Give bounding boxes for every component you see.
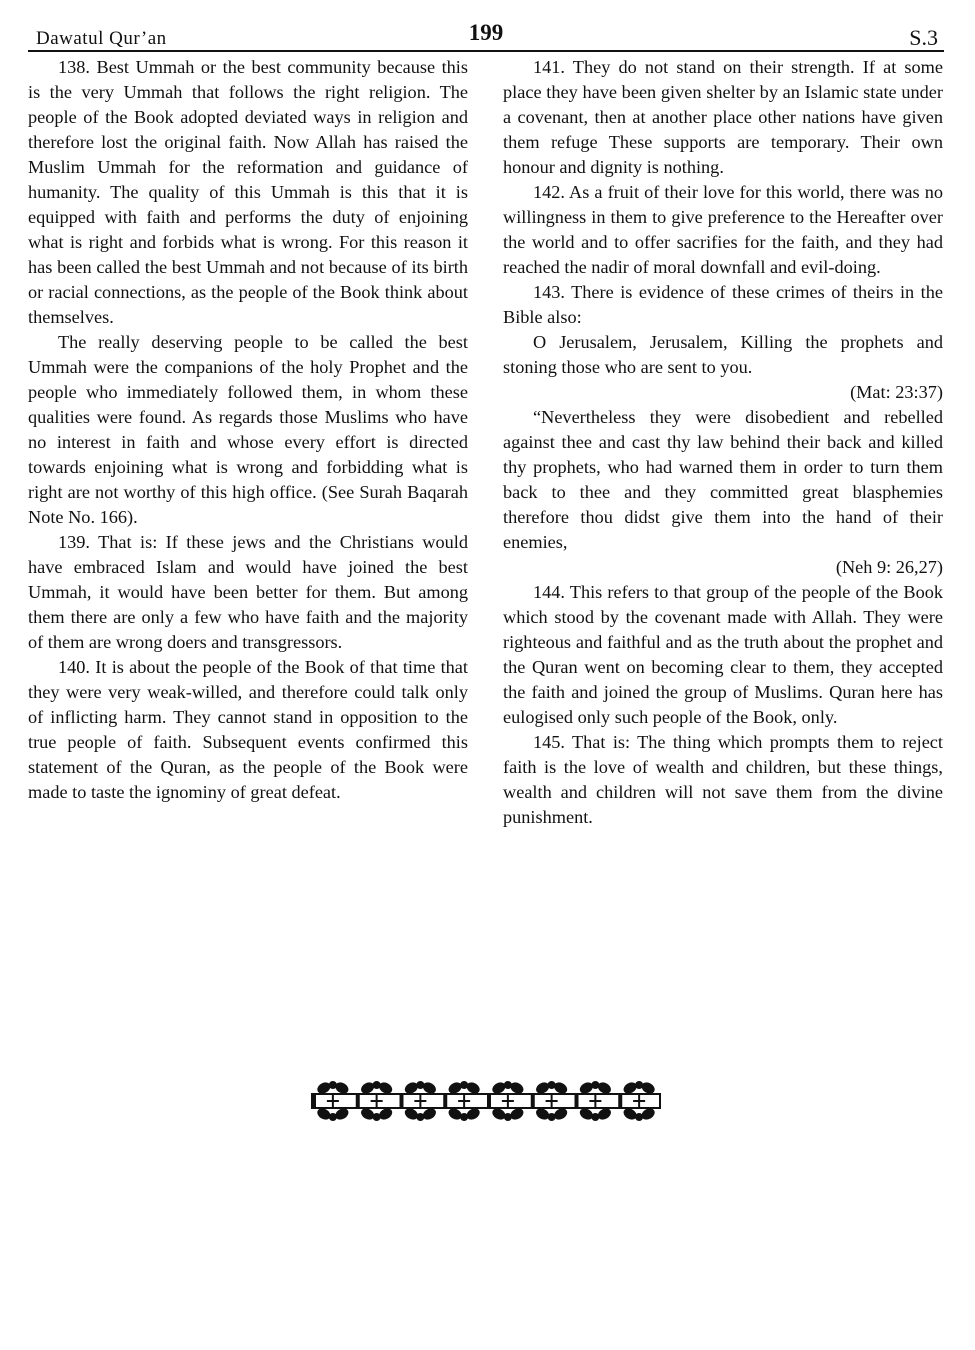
- surah-label: S.3: [909, 25, 938, 50]
- note-139: 139. That is: If these jews and the Christians would have embraced Islam and would have joined the best Ummah, it would have been better for them. But among them there are only a few who have faith and the majority of them are wrong doers and transgressors.: [28, 532, 468, 652]
- note-145: 145. That is: The thing which prompts them to reject faith is the love of wealth and children, but these things, wealth and children will not save them from the divine punishment.: [503, 732, 943, 827]
- note-140: 140. It is about the people of the Book of that time that they were very weak-willed, and therefore could talk only of inflicting harm. They cannot stand in opposition to the true people of faith. Subsequent events confirmed this statement of the Quran, as the people of the Book were made to taste the ignominy of great defeat.: [28, 657, 468, 802]
- floral-divider-graphic: [311, 1080, 661, 1122]
- bible-quote-nehemiah: “Nevertheless they were disobedient and rebelled against thee and cast thy law behind their back and killed thy prophets, who had warned them in order to turn them back to thee and they committed great blasphemies therefore thou didst give them into the hand of their enemies,: [503, 407, 943, 552]
- note-143: 143. There is evidence of these crimes of theirs in the Bible also:: [503, 282, 943, 327]
- reference-matthew: (Mat: 23:37): [850, 382, 943, 402]
- left-column: [28, 55, 468, 805]
- note-142: 142. As a fruit of their love for this world, there was no willingness in them to give preference to the Hereafter over the world and to offer sacrifies for the faith, and they had reached the nadir of moral downfall and evil-doing.: [503, 182, 943, 277]
- note-141: 141. They do not stand on their strength. If at some place they have been given shelter by an Islamic state under a covenant, then at another place other nations have given them refuge These supports are temporary. Their own honour and dignity is nothing.: [503, 57, 943, 177]
- floral-divider-icon: [311, 1080, 661, 1122]
- reference-nehemiah: (Neh 9: 26,27): [835, 557, 943, 577]
- note-144: 144. This refers to that group of the people of the Book which stood by the covenant made with Allah. They were righteous and faithful and as the truth about the prophet and the Quran went on becoming clear to them, they accepted the faith and joined the group of Muslims. Quran here has eulogised only such people of the Book, only.: [503, 582, 943, 727]
- book-title: Dawatul Qur’an: [36, 28, 167, 49]
- right-column: [503, 55, 943, 830]
- bible-quote-matthew: O Jerusalem, Jerusalem, Killing the prophets and stoning those who are sent to you.: [503, 332, 943, 377]
- note-138: 138. Best Ummah or the best community because this is the very Ummah that follows the right religion. The people of the Book adopted deviated ways in religion and therefore lost the original faith. Now Allah has raised the Muslim Ummah for the reformation and guidance of humanity. The quality of this Ummah is this that it is equipped with faith and performs the duty of enjoining what is right and forbids what is wrong. For this reason it has been called the best Ummah and not because of its birth or racial connections, as the people of the Book think about themselves.: [28, 57, 468, 327]
- page-header: [28, 20, 944, 52]
- page-number: 199: [468, 20, 504, 45]
- note-138-continued: The really deserving people to be called the best Ummah were the companions of the holy Prophet and the people who immediately followed them, in whom these qualities were found. As regards those Muslims who have no interest in faith and whose every effort is directed towards enjoining what is wrong and forbidding what is right are not worthy of this high office. (See Surah Baqarah Note No. 166).: [28, 332, 468, 527]
